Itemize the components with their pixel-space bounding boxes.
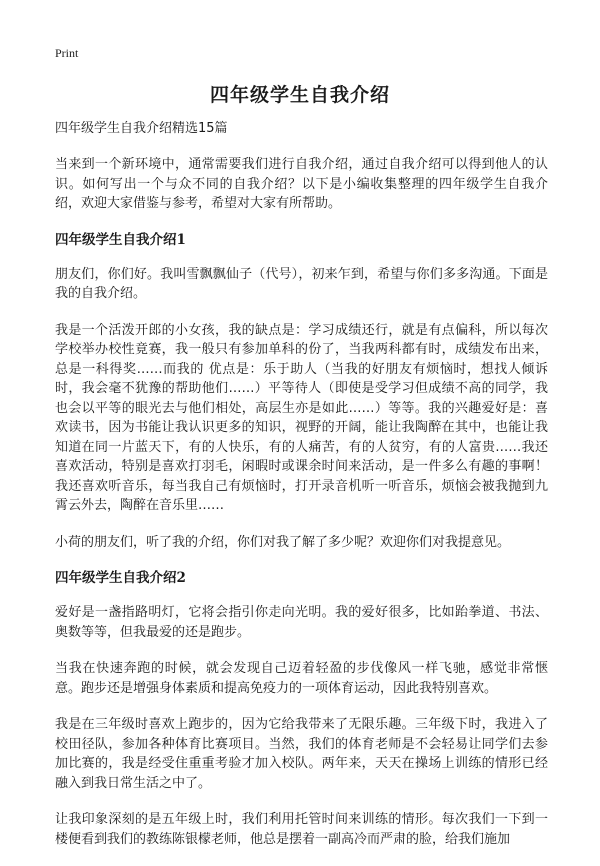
section-1-paragraph: 小荷的朋友们，听了我的介绍，你们对我了解了多少呢？欢迎你们对我提意见。 bbox=[55, 534, 511, 550]
document-subtitle: 四年级学生自我介绍精选15篇 bbox=[55, 121, 228, 136]
section-2-paragraph: 爱好是一盏指路明灯，它将会指引你走向光明。我的爱好很多，比如跆拳道、书法、奥数等等，但我最爱的还是跑步。 bbox=[55, 605, 548, 640]
section-2-paragraph: 让我印象深刻的是五年级上时，我们利用托管时间来训练的情形。每次我们一下到一楼便看到我们的教练陈银檬老师，他总是摆着一副高冷而严肃的脸，给我们施加 bbox=[55, 812, 548, 847]
page-title: 四年级学生自我介绍 bbox=[209, 84, 390, 106]
section-2-paragraph: 我是在三年级时喜欢上跑步的，因为它给我带来了无限乐趣。三年级下时，我进入了校田径队，参加各种体育比赛项目。当然，我们的体育老师是不会轻易让同学们去参加比赛的，我是经受住重重考验才加入校队。两年来，天天在操场上训练的情形已经融入到我日常生活之中了。 bbox=[55, 717, 548, 791]
print-link[interactable]: Print bbox=[55, 46, 79, 60]
section-1-paragraph: 朋友们，你们好。我叫雪飘飘仙子（代号），初来乍到，希望与你们多多沟通。下面是我的自我介绍。 bbox=[55, 266, 548, 301]
intro-paragraph: 当来到一个新环境中，通常需要我们进行自我介绍，通过自我介绍可以得到他人的认识。如何写出一个与众不同的自我介绍？以下是小编收集整理的四年级学生自我介绍，欢迎大家借鉴与参考，希望对大家有所帮助。 bbox=[55, 157, 548, 211]
section-2-paragraph: 当我在快速奔跑的时候，就会发现自己迈着轻盈的步伐像风一样飞驰，感觉非常惬意。跑步还是增强身体素质和提高免疫力的一项体育运动，因此我特别喜欢。 bbox=[55, 661, 548, 696]
section-heading-2: 四年级学生自我介绍2 bbox=[55, 570, 186, 586]
section-heading-1: 四年级学生自我介绍1 bbox=[55, 231, 186, 248]
document-body bbox=[55, 120, 548, 866]
section-1-paragraph: 我是一个活泼开郎的小女孩，我的缺点是：学习成绩还行，就是有点偏科，所以每次学校举办校性竟赛，我一般只有参加单科的份了，当我两科都有时，成绩发布出来，总是一科得奖……而我的 优点是：乐于助人（当我的好朋友有烦恼时，想找人倾诉时，我会毫不犹豫的帮助他们……）平等待人（即使是受学习但成绩不高的同学，我也会以平等的眼光去与他们相处，高层生亦是如此……）等等。我的兴趣爱好是：喜欢读书，因为书能让我认识更多的知识，视野的开阔，能让我陶醉在其中，也能让我知道在同一片蓝天下，有的人快乐，有的人痛苦，有的人贫穷，有的人富贵……我还喜欢活动，特别是喜欢打羽毛，闲暇时或课余时间来活动，是一件多么有趣的事啊！我还喜欢听音乐，每当我自己有烦恼时，打开录音机听一听音乐，烦恼会被我抛到九霄云外去，陶醉在音乐里…… bbox=[55, 322, 548, 513]
